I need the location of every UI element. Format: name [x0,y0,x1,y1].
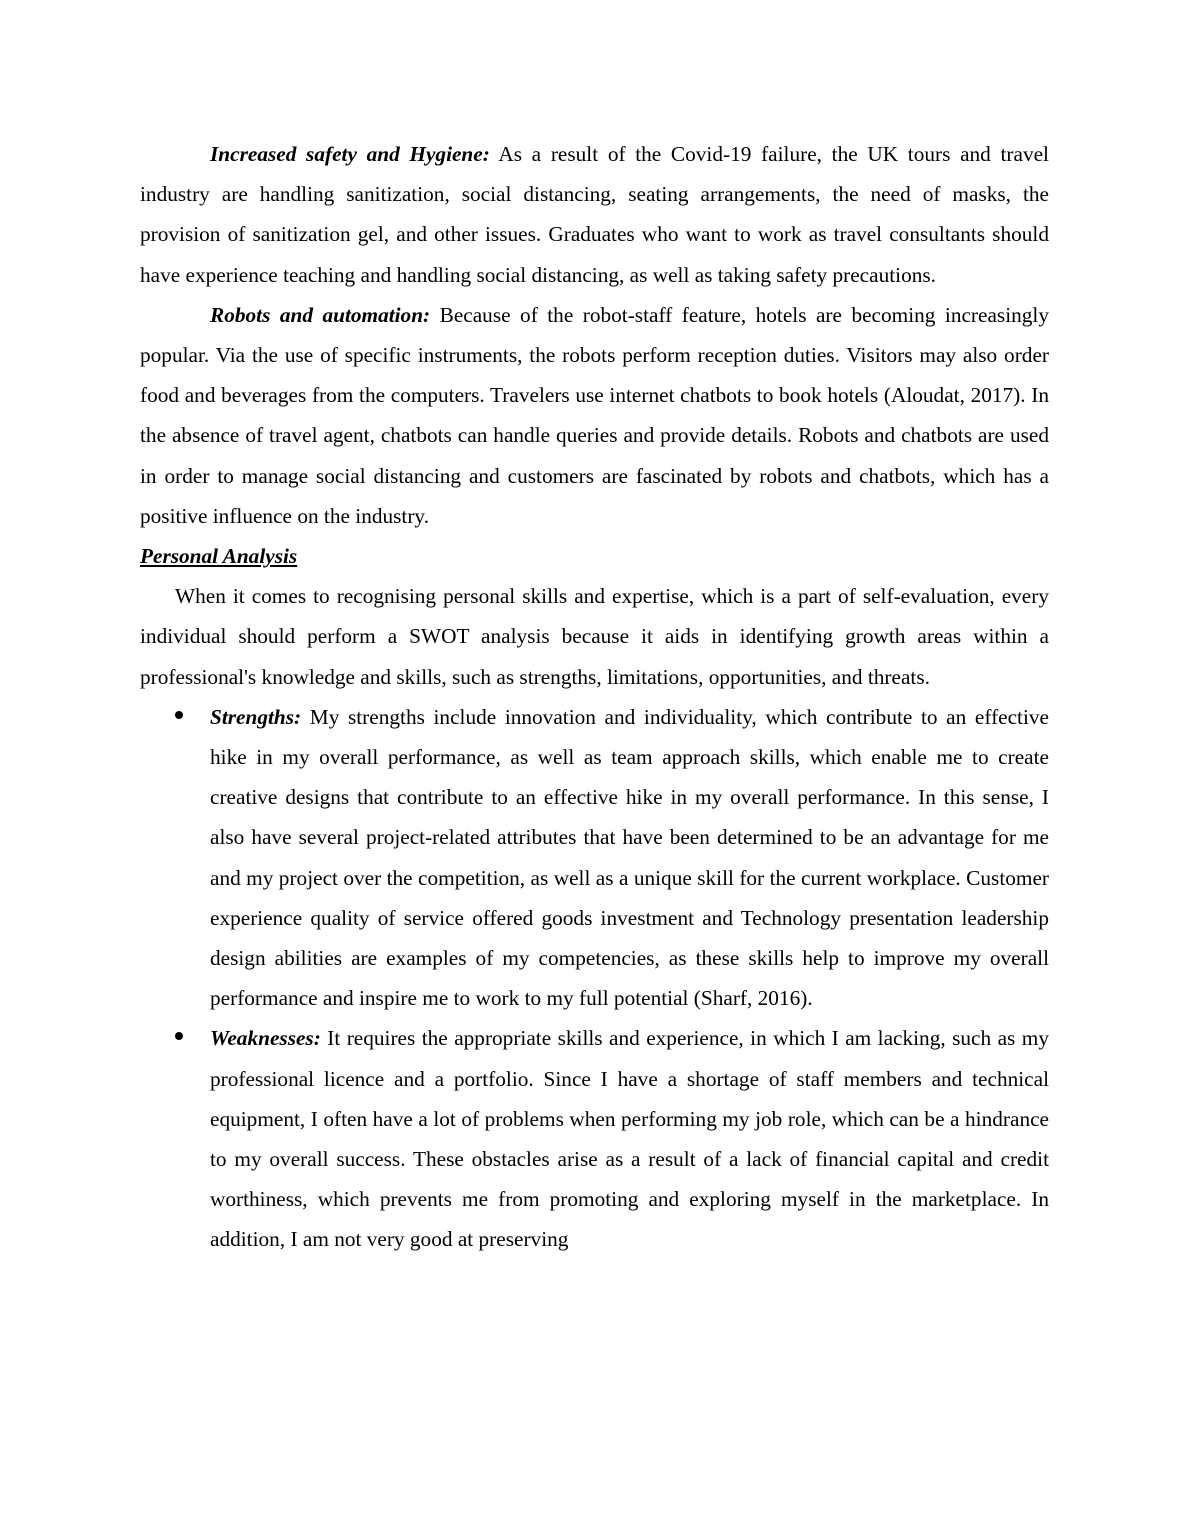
list-item-weaknesses [210,1018,1049,1259]
bullet-icon [175,1032,183,1040]
weaknesses-text: It requires the appropriate skills and experience, in which I am lacking, such as my professional licence and a portfolio. Since I have a shortage of staff members and technical equipment, I often have a lot of problems when performing my job role, which can be a hindrance to my overall success. These obstacles arise as a result of a lack of financial capital and credit worthiness, which prevents me from promoting and exploring myself in the marketplace. In addition, I am not very good at preserving [210,1026,1049,1252]
strengths-text: My strengths include innovation and individuality, which contribute to an effective hike in my overall performance, as well as team approach skills, which enable me to create creative designs that contribute to an effective hike in my overall performance. In this sense, I also have several project-related attributes that have been determined to be an advantage for me and my project over the competition, as well as a unique skill for the current workplace. Customer experience quality of service offered goods investment and Technology presentation leadership design abilities are examples of my competencies, as these skills help to improve my overall performance and inspire me to work to my full potential (Sharf, 2016). [210,704,1049,1011]
section-heading: Personal Analysis [140,544,298,569]
robots-automation-text: Because of the robot-staff feature, hotels are becoming increasingly popular. Via the use of specific instruments, the robots perform reception duties. Visitors may also order food and beverages from the computers. Travelers use internet chatbots to book hotels (Aloudat, 2017). In the absence of travel agent, chatbots can handle queries and provide details. Robots and chatbots are used in order to manage social distancing and customers are fascinated by robots and chatbots, which has a positive influence on the industry. [140,302,1049,528]
safety-hygiene-lead: Increased safety and Hygiene: [210,142,490,166]
list-item-strengths [210,697,1049,1019]
robots-automation-lead: Robots and automation: [210,302,431,327]
weaknesses-lead: Weaknesses: [210,1026,321,1051]
bullet-icon [175,711,183,719]
safety-hygiene-paragraph [140,134,1049,295]
safety-hygiene-text: As a result of the Covid-19 failure, the UK tours and travel industry are handling sanitization, social distancing, seating arrangements, the need of masks, the provision of sanitization gel, and other issues. Graduates who want to work as travel consultants should have experience teaching and handling social distancing, as well as taking safety precautions. [140,142,1049,287]
section-intro: When it comes to recognising personal skills and expertise, which is a part of self-evaluation, every individual should perform a SWOT analysis because it aids in identifying growth areas within a professional's knowledge and skills, such as strengths, limitations, opportunities, and threats. [140,584,1049,689]
strengths-lead: Strengths: [210,704,302,729]
swot-list [140,697,1049,1260]
robots-automation-paragraph [140,295,1049,536]
